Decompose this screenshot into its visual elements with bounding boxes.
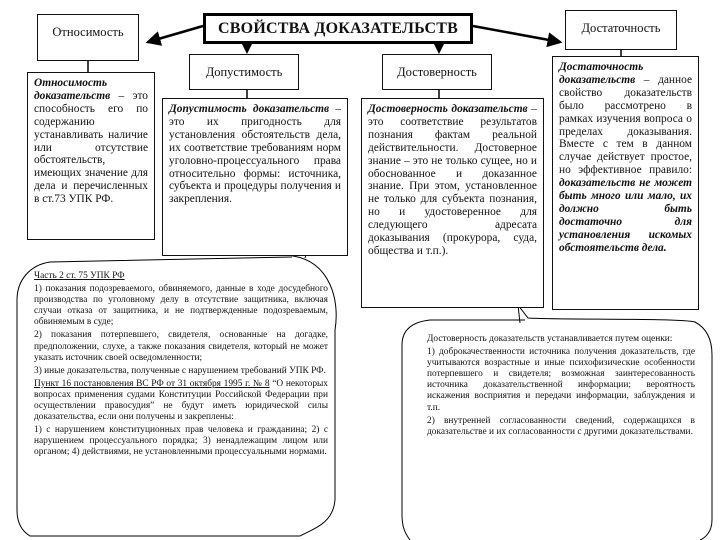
- definition-sufficiency-body: – данное свойство доказательств было рассмотрено в рамках изучения вопроса о пределах доказывания. Вместе с тем в данном случае действует простое, но эффективное правило:: [559, 73, 692, 177]
- definition-reliability-term: Достоверность доказательств: [368, 103, 528, 115]
- definition-relevance: [27, 72, 155, 240]
- definition-reliability-body: – это соответствие результатов познания фактам реальной действительности. Достоверное знание – это не только сущее, но и обоснованное и доказанное знание. При этом, установленное не только для субъекта познания, но и удостоверенное для следующего адресата доказывания (прокурора, суда, общества и т.п.).: [368, 103, 537, 257]
- definition-sufficiency-term: Достаточность доказательств: [559, 61, 644, 86]
- header-sufficiency: [565, 10, 677, 50]
- header-relevance: [37, 14, 139, 61]
- header-reliability-label: Достоверность: [397, 65, 477, 79]
- admissibility-item-3: 3) иные доказательства, полученные с нарушением требований УПК РФ.: [34, 365, 326, 376]
- admissibility-callout: [34, 271, 328, 461]
- reliability-item-2: 2) внутренней согласованности сведений, содержащихся в доказательстве и их согласованности с другими доказательствами.: [427, 415, 695, 437]
- header-admissibility: [189, 54, 299, 90]
- definition-admissibility: [162, 98, 348, 256]
- reliability-item-1: 1) доброкачественности источника получения доказательств, где учитываются возрастные и иные психофизические особенности потерпевшего и свидетеля; возможная заинтересованность источника доказательственной информации; вероятность искажения восприятия и передачи информации, заблуждения и т.п.: [427, 347, 695, 413]
- diagram-title: СВОЙСТВА ДОКАЗАТЕЛЬСТВ: [203, 13, 473, 44]
- definition-admissibility-term: Допустимость доказательств: [169, 103, 330, 115]
- header-sufficiency-label: Достаточность: [581, 21, 661, 35]
- admissibility-callout-heading: Часть 2 ст. 75 УПК РФ: [34, 271, 125, 281]
- definition-reliability: [361, 98, 544, 308]
- ruling-reference: Пункт 16 постановления ВС РФ от 31 октября 1995 г. № 8: [34, 378, 270, 389]
- definition-sufficiency: [552, 56, 699, 310]
- definition-relevance-body: – это способность его по содержанию устанавливать наличие или отсутствие обстоятельств, имеющих значение для дела и перечисленных в ст.73 УПК РФ.: [34, 89, 148, 206]
- reliability-callout-intro: Достоверность доказательств устанавливается путем оценки:: [427, 334, 673, 344]
- header-admissibility-label: Допустимость: [205, 65, 283, 79]
- definition-relevance-term: Относимость доказательств: [34, 77, 111, 102]
- reliability-callout: [427, 334, 695, 440]
- ruling-items: 1) с нарушением конституционных прав человека и гражданина; 2) с нарушением процессуального порядка; 3) ненадлежащим лицом или органом; 4) действиями, не установленными процессуальными нормами.: [34, 425, 328, 458]
- definition-admissibility-body: – это их пригодность для установления обстоятельств дела, их соответствие требованиям норм уголовно-процессуального права относительно формы: источника, субъекта и процедуры получения и закрепления.: [169, 103, 341, 206]
- admissibility-item-2: 2) показания потерпевшего, свидетеля, основанные на догадке, предположении, слухе, а также показания свидетеля, который не может указать источник своей осведомленности;: [34, 330, 328, 363]
- admissibility-item-1: 1) показания подозреваемого, обвиняемого, данные в ходе досудебного производства по уголовному делу в отсутствие защитника, включая случаи отказа от защитника, и не подтвержденные подозреваемым, обвиняемым в суде;: [34, 284, 328, 328]
- header-relevance-label: Относимость: [52, 25, 124, 39]
- ruling-text: “О некоторых вопросах применения судами Конституции Российской Федерации при осуществлении правосудия” не будут иметь юридической силы доказательства, если они получены и закреплены:: [34, 378, 328, 423]
- header-reliability: [382, 54, 492, 90]
- definition-sufficiency-rule: доказательств не может быть много или мало, их должно быть достаточно для установления искомых обстоятельств дела.: [559, 177, 692, 254]
